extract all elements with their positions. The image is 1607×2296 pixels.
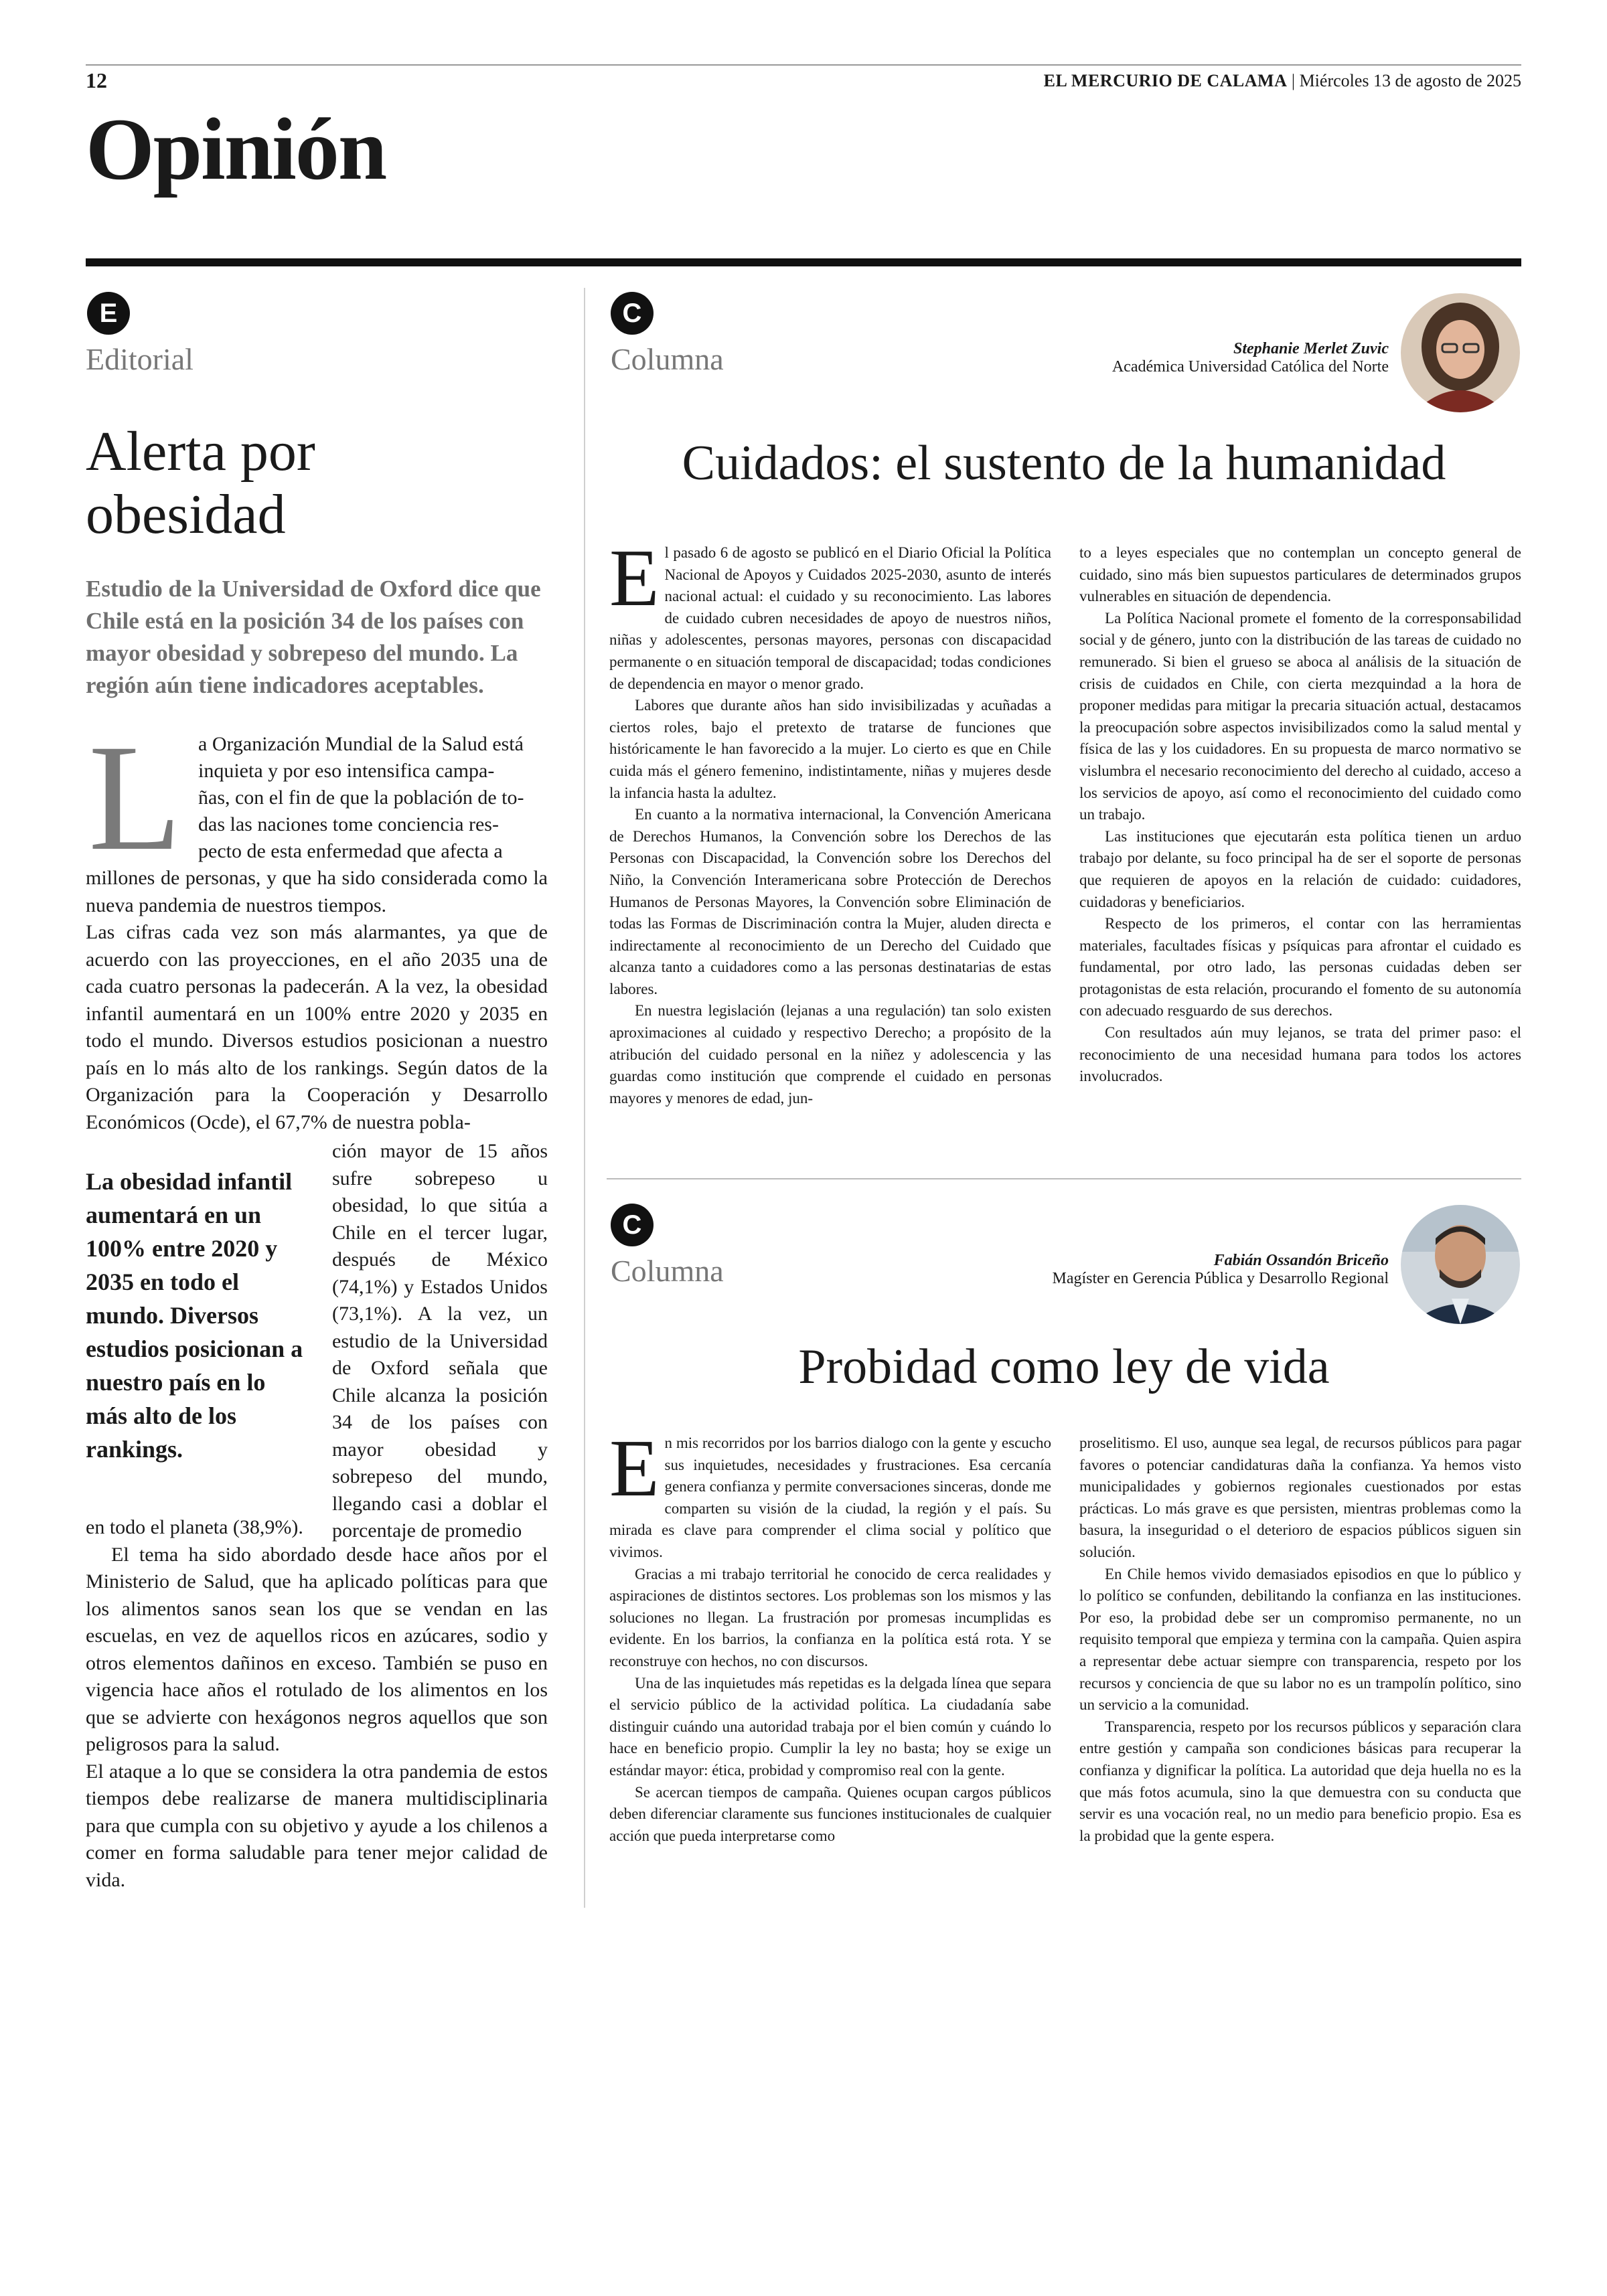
- column-kind-label: Columna: [611, 342, 724, 376]
- paragraph: El ataque a lo que se considera la otra pandemia de estos tiempos debe realizarse de manera multidisciplinaria para que cumpla con su objetivo y ayude a los chilenos a comer en forma saludable para tener mejor calidad de vida.: [86, 1760, 548, 1891]
- article-divider: [607, 1178, 1521, 1179]
- page-number: 12: [86, 68, 107, 92]
- paragraph: en todo el planeta (38,9%).: [86, 1516, 303, 1538]
- paragraph: n mis recorridos por los barrios dialogo con la gente y escucho sus inquietudes, necesidades y frustraciones. Esa cercanía genera confianza y permite conversaciones sinceras, donde me comparten su visión de la ciudad, la región y el país. Su mirada es clave para comprender el clima social y político que vivimos.: [609, 1434, 1051, 1560]
- editorial-body-top: [86, 865, 548, 1136]
- editorial-dropcap: L: [88, 714, 182, 882]
- text-line: ñas, con el fin de que la población de to-: [198, 787, 524, 809]
- author-portrait-icon: [1401, 293, 1520, 412]
- paragraph: La Política Nacional promete el fomento de la corresponsabilidad social y de género, junto con la distribución de las tareas de cuidado no remunerado. Si bien el grueso se aboca al análisis de la situación de crisis de cuidados en Chile, con cierta mezquindad a la hora de proponer medidas para mitigar la precaria situación actual, destacamos la preocupación sobre aspectos invisibilizados como la salud mental y física de las y los cuidadores. En su propuesta de marco normativo se vislumbra el necesario reconocimiento del derecho al cuidado, acceso a los servicios de apoyo, así como el reconocimiento del cuidado como un trabajo.: [1079, 609, 1521, 823]
- paragraph: Una de las inquietudes más repetidas es la delgada línea que separa el servicio público de la actividad política. La ciudadanía sabe distinguir cuándo una autoridad trabaja por el bien común y cuándo lo hace en beneficio propio. Cumplir la ley no basta; hoy se exige un estándar mayor: ética, probidad y compromiso real con la gente.: [609, 1674, 1051, 1779]
- editorial-body-bottom: [86, 1514, 548, 1894]
- paragraph: Se acercan tiempos de campaña. Quienes ocupan cargos públicos deben diferenciar claramente sus funciones institucionales de cualquier acción que pueda interpretarse como: [609, 1783, 1051, 1844]
- author-name: Fabián Ossandón Briceño: [1213, 1252, 1389, 1269]
- column2-author: [1053, 1252, 1389, 1288]
- paragraph: En cuanto a la normativa internacional, la Convención Americana de Derechos Humanos, la Convención sobre los Derechos de las Personas con Discapacidad, la Convención sobre los Derechos del Niño, la Convención Interamericana sobre Protección de Derechos Humanos de Personas Mayores, la Convención sobre Eliminación de todas las Formas de Discriminación contra la Mujer, aluden directa e indirectamente al reconocimiento de un Derecho del Cuidado que alcanza tanto a cuidadores como a las personas destinatarias de estas labores.: [609, 806, 1051, 997]
- column1-dropcap: E: [609, 533, 660, 623]
- column1-headline: Cuidados: el sustento de la humanidad: [682, 436, 1446, 491]
- headline-line: Alerta por: [86, 420, 315, 483]
- masthead-separator: |: [1291, 71, 1296, 90]
- author-role: Magíster en Gerencia Pública y Desarrollo Regional: [1052, 1270, 1389, 1287]
- text-line: inquieta y por eso intensifica campa-: [198, 760, 495, 782]
- editorial-deck: Estudio de la Universidad de Oxford dice que Chile está en la posición 34 de los países con mayor obesidad y sobrepeso del mundo. La región aún tiene indicadores aceptables.: [86, 576, 541, 698]
- publication-name: EL MERCURIO DE CALAMA: [1043, 71, 1288, 90]
- editorial-pullquote: [86, 1165, 307, 1466]
- author-role: Académica Universidad Católica del Norte: [1112, 358, 1389, 376]
- paragraph: Las instituciones que ejecutarán esta política tienen un arduo trabajo por delante, su foco principal ha de ser el soporte de personas que requieren de apoyos en la relación de cuidado: cuidadores, cuidadoras y beneficiarios.: [1079, 827, 1521, 910]
- column1-right-text: [1079, 542, 1521, 1088]
- section-rule: [86, 258, 1521, 266]
- pullquote-text: La obesidad infantil aumentará en un 100% entre 2020 y 2035 en todo el mundo. Diversos estudios posicionan a nuestro país en lo más alto de los rankings.: [86, 1168, 303, 1463]
- column2-left-text: [609, 1423, 1051, 1847]
- editorial-kind-label: Editorial: [86, 342, 194, 376]
- author-portrait-icon: [1401, 1205, 1520, 1324]
- column-kind-label: Columna: [611, 1254, 724, 1288]
- column2-right-text: [1079, 1432, 1521, 1847]
- text-line: pecto de esta enfermedad que afecta a: [198, 840, 503, 862]
- column-badge: C: [611, 1204, 654, 1246]
- author-photo: [1401, 1205, 1520, 1324]
- paragraph: El tema ha sido abordado desde hace años por el Ministerio de Salud, que ha aplicado políticas para que los alimentos sanos sean los que se vendan en las escuelas, en vez de aquellos ricos en azúcares, sodio y otros elementos dañinos en exceso. También se puso en vigencia hace años el rotulado de los alimentos en los que se advierte con hexágonos negros aquellos que son peligrosos para la salud.: [86, 1543, 548, 1755]
- paragraph: Respecto de los primeros, el contar con las herramientas materiales, facultades físicas y psíquicas para afrontar el cuidado es fundamental, por otro lado, las personas cuidadas deben ser protagonistas de esta relación, procurando el fomento de su autonomía con adecuado resguardo de sus derechos.: [1079, 915, 1521, 1019]
- author-photo: [1401, 293, 1520, 412]
- editorial-narrow-column: ción mayor de 15 años sufre sobrepeso u obesidad, lo que sitúa a Chile en el tercer lugar, después de México (74,1%) y Estados Unidos (73,1%). A la vez, un estudio de la Universidad de Oxford señala que Chile alcanza la posición 34 de los países con mayor obesidad y sobrepeso del mundo, llegando casi a doblar el porcentaje de promedio: [332, 1140, 548, 1542]
- column1-left-text: [609, 533, 1051, 1109]
- editorial-badge: E: [87, 292, 130, 335]
- headline-line: obesidad: [86, 483, 286, 546]
- section-title: Opinión: [86, 100, 386, 198]
- paragraph: Las cifras cada vez son más alarmantes, ya que de acuerdo con las proyecciones, en el año 2035 una de cada cuatro personas la padecerán. A la vez, la obesidad infantil aumentará en un 100% entre 2020 y 2035 en todo el mundo. Diversos estudios posicionan a nuestro país en lo más alto de los rankings. Según datos de la Organización para la Cooperación y Desarrollo Económicos (Ocde), el 67,7% de nuestra pobla-: [86, 921, 548, 1133]
- column2-headline: Probidad como ley de vida: [798, 1339, 1330, 1394]
- paragraph: En Chile hemos vivido demasiados episodios en que lo público y lo político se confunden, debilitando la confianza en las instituciones. Por eso, la probidad debe ser un compromiso permanente, no un requisito temporal que empieza y termina con la campaña. Quien aspira a representar debe actuar siempre con transparencia, respeto por los recursos y conciencia de que su labor no es un trampolín político, sino un servicio a la comunidad.: [1079, 1565, 1521, 1714]
- paragraph: En nuestra legislación (lejanas a una regulación) tan solo existen aproximaciones al cuidado y respectivo Derecho; a propósito de la atribución del cuidado personal en la niñez y adolescencia y las guardas como institución que comprende el cuidado en personas mayores y menores de edad, jun-: [609, 1002, 1051, 1106]
- publication-date: Miércoles 13 de agosto de 2025: [1299, 71, 1521, 90]
- text-line: a Organización Mundial de la Salud está: [198, 733, 524, 755]
- masthead: [1044, 71, 1521, 91]
- paragraph: l pasado 6 de agosto se publicó en el Diario Oficial la Política Nacional de Apoyos y Cuidados 2025-2030, asunto de interés nacional actual: el cuidado y su reconocimiento. Las labores de cuidado cubren necesidades de apoyo de nuestros niños, niñas y adolescentes, personas mayores, personas con discapacidad permanente o en situación temporal de discapacidad; todas condiciones de dependencia en mayor o menor grado.: [609, 544, 1051, 692]
- paragraph: Labores que durante años han sido invisibilizadas y acuñadas a ciertos roles, bajo el pretexto de tratarse de funciones que históricamente le han favorecido a la mujer. Lo cierto es que en Chile cuida más el género femenino, indistintamente, niñas y mujeres desde la infancia hasta la adultez.: [609, 697, 1051, 801]
- paragraph: millones de personas, y que ha sido considerada como la nueva pandemia de nuestros tiempos.: [86, 867, 548, 916]
- editorial-headline: [86, 420, 568, 546]
- text-line: das las naciones tome conciencia res-: [198, 813, 499, 835]
- paragraph: to a leyes especiales que no contemplan un concepto general de cuidado, sino más bien supuestos particulares de determinados grupos vulnerables en situación de dependencia.: [1079, 544, 1521, 605]
- paragraph: Transparencia, respeto por los recursos públicos y separación clara entre gestión y campaña son condiciones básicas para recuperar la confianza y dignificar la política. La autoridad que deja huella no es la que más fotos acumula, sino la que demuestra con su conducta que servir es una vocación real, no un medio para beneficio propio. Esa es la probidad que la gente espera.: [1079, 1718, 1521, 1844]
- paragraph: Con resultados aún muy lejanos, se trata del primer paso: el reconocimiento de una necesidad humana para todos los actores involucrados.: [1079, 1024, 1521, 1085]
- column2-dropcap: E: [609, 1423, 660, 1513]
- paragraph: Gracias a mi trabajo territorial he conocido de cerca realidades y aspiraciones de distintos sectores. Los problemas son los mismos y las soluciones no llegan. La frustración por promesas incumplidas es evidente. En los barrios, la confianza en la política está rota. Y se reconstruye con hechos, no con discursos.: [609, 1565, 1051, 1669]
- column1-author: [1112, 340, 1389, 376]
- paragraph: proselitismo. El uso, aunque sea legal, de recursos públicos para pagar favores o potenciar candidaturas daña la confianza. Ya hemos visto municipalidades y gobiernos regionales cuestionados por estas prácticas. Lo más grave es que persisten, mientras problemas como la basura, la inseguridad o el deterioro de espacios públicos siguen sin solución.: [1079, 1434, 1521, 1560]
- header-rule: [86, 64, 1521, 66]
- author-name: Stephanie Merlet Zuvic: [1233, 340, 1389, 357]
- column-badge: C: [611, 292, 654, 335]
- column-divider: [584, 288, 585, 1908]
- editorial-intro-lines: [198, 731, 546, 865]
